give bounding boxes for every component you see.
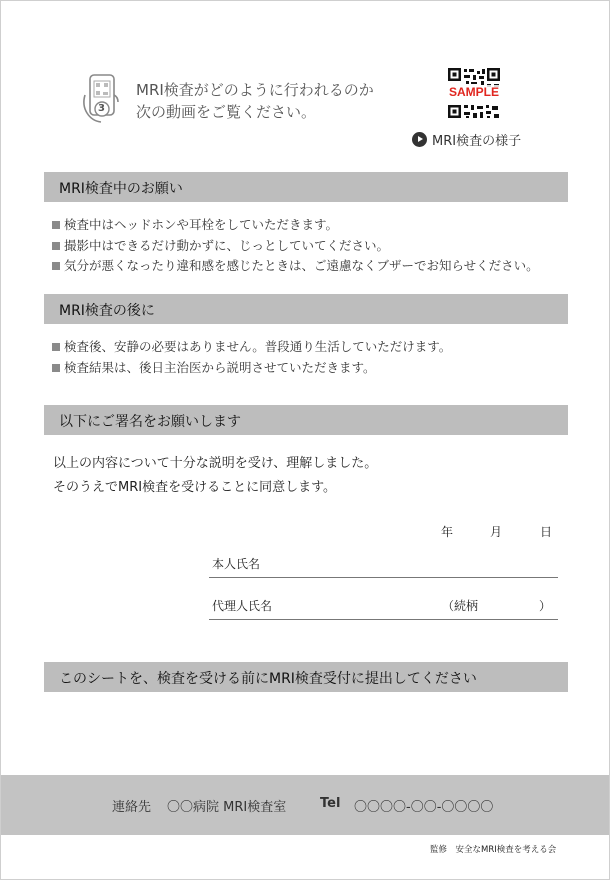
bullet-square-icon [52,262,60,270]
bullet-square-icon [52,221,60,229]
list-item: 撮影中はできるだけ動かずに、じっとしていてください。 [52,236,539,257]
hospital-name: 〇〇病院 MRI検査室 [167,800,287,815]
video-link-label: MRI検査の様子 [432,134,522,149]
relation-close-label: ） [539,599,552,613]
sample-watermark: SAMPLE [448,85,499,99]
during-list [52,215,539,277]
section-title-during: MRI検査中のお願い [59,181,183,197]
supervision-credit: 監修 安全なMRI検査を考える会 [430,845,557,855]
contact-label: 連絡先 [112,800,152,815]
date-day-label: 日 [540,525,553,539]
proxy-name-field[interactable] [209,597,558,620]
list-item: 検査結果は、後日主治医から説明させていただきます。 [52,358,451,379]
bullet-square-icon [52,364,60,372]
date-year-label: 年 [441,525,454,539]
consent-line2: そのうえでMRI検査を受けることに同意します。 [53,480,337,495]
bullet-square-icon [52,343,60,351]
relation-open-label: （続柄 [442,599,479,613]
section-header-after [44,294,568,324]
tel-number: 〇〇〇〇-〇〇-〇〇〇〇 [354,800,494,815]
section-title-signature: 以下にご署名をお願いします [59,414,241,430]
list-item: 気分が悪くなったり違和感を感じたときは、ご遠慮なくブザーでお知らせください。 [52,256,539,277]
phone-step-number: 3 [98,103,105,114]
section-header-during [44,172,568,202]
video-guide-line1: MRI検査がどのように行われるのか [136,81,374,99]
self-name-label: 本人氏名 [212,557,261,571]
after-list [52,337,451,378]
consent-line1: 以上の内容について十分な説明を受け、理解しました。 [53,456,378,471]
contact-footer [1,775,609,835]
list-item: 検査後、安静の必要はありません。普段通り生活していただけます。 [52,337,451,358]
play-icon [412,132,427,147]
phone-video-icon [81,73,125,123]
consent-statement [53,452,377,500]
section-header-submit [44,662,568,692]
video-guide-line2: 次の動画をご覧ください。 [136,103,317,121]
bullet-square-icon [52,242,60,250]
proxy-name-label: 代理人氏名 [212,599,273,613]
self-name-field[interactable] [209,555,558,578]
date-month-label: 月 [490,525,503,539]
section-title-after: MRI検査の後に [59,303,155,319]
video-guide-text [136,79,374,123]
tel-label: Tel [320,796,341,811]
mri-video-link[interactable] [412,130,521,149]
section-header-signature [44,405,568,435]
list-item: 検査中はヘッドホンや耳栓をしていただきます。 [52,215,539,236]
section-title-submit: このシートを、検査を受ける前にMRI検査受付に提出してください [59,671,477,687]
